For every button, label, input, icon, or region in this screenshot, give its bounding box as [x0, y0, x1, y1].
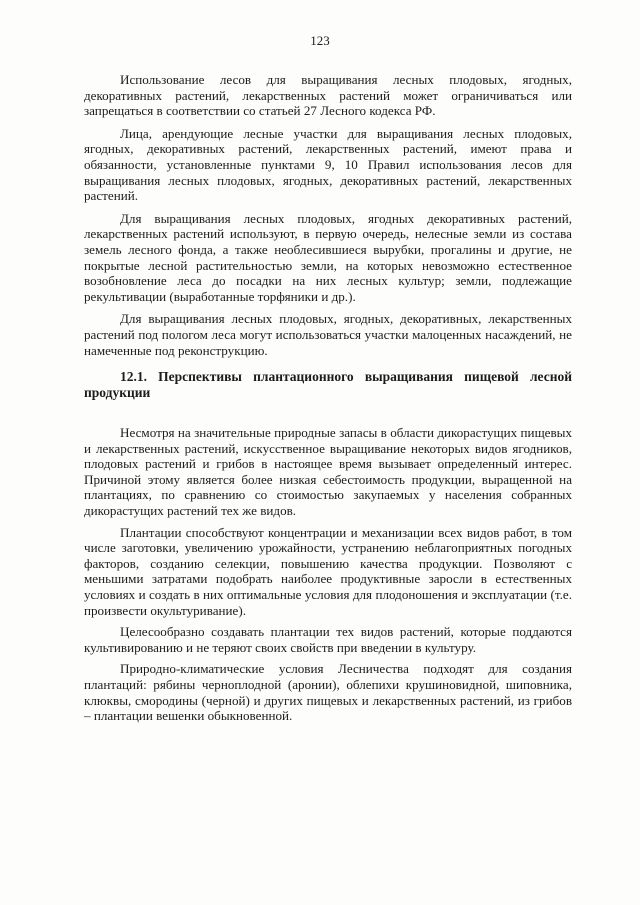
document-body — [84, 72, 572, 724]
page-number: 123 — [310, 33, 330, 48]
paragraph-lessee-rights: Лица, арендующие лесные участки для выращивания лесных плодовых, ягодных, декоративных растений, лекарственных растений, имеют права и обязанности, установленные пунктами 9, 10 Правил использования лесов для выращивания лесных плодовых, ягодных, декоративных растений, лекарственных растений. — [84, 125, 572, 204]
paragraph-natural-reserves: Несмотря на значительные природные запасы в области дикорастущих пищевых и лекарственных растений, искусственное выращивание некоторых видов ягодников, плодовых растений и грибов в настоящее время вызывает определенный интерес. Причиной этому является более низкая себестоимость продукции, выращенной на плантациях, по сравнению со стоимостью закупаемых у населения собранных дикорастущих растений тех же видов. — [84, 425, 572, 519]
paragraph-expedient-species: Целесообразно создавать плантации тех видов растений, которые поддаются культивированию и не теряют своих свойств при введении в культуру. — [84, 624, 572, 655]
paragraph-plantation-benefits: Плантации способствуют концентрации и механизации всех видов работ, в том числе заготовки, увеличению урожайности, устранению неблагоприятных погодных факторов, созданию селекции, повышению качества продукции. Позволяют с меньшими затратами подобрать наиболее продуктивные заросли в естественных условиях и создать в них оптимальные условия для плодоношения и эксплуатации (т.е. произвести окультуривание). — [84, 524, 572, 618]
paragraph-forest-canopy: Для выращивания лесных плодовых, ягодных, декоративных, лекарственных растений под пологом леса могут использоваться участки малоценных насаждений, не намеченные под реконструкцию. — [84, 311, 572, 358]
paragraph-land-selection: Для выращивания лесных плодовых, ягодных декоративных растений, лекарственных растений используют, в первую очередь, нелесные земли из состава земель лесного фонда, а также необлесившиеся вырубки, прогалины и другие, не покрытые лесной растительностью земли, на которых невозможно естественное возобновление леса до посадки на них лесных культур; земли, подлежащие рекультивации (выработанные торфяники и др.). — [84, 210, 572, 304]
paragraph-climate-conditions: Природно-климатические условия Лесничества подходят для создания плантаций: рябины черноплодной (аронии), облепихи крушиновидной, шиповника, клюквы, смородины (черной) и других пищевых и лекарственных растений, из грибов – плантации вешенки обыкновенной. — [84, 661, 572, 724]
section-heading: 12.1. Перспективы плантационного выращивания пищевой лесной продукции — [84, 369, 572, 401]
paragraph-forest-use-restriction: Использование лесов для выращивания лесных плодовых, ягодных, декоративных растений, лекарственных растений может ограничиваться или запрещаться в соответствии со статьей 27 Лесного кодекса РФ. — [84, 72, 572, 119]
